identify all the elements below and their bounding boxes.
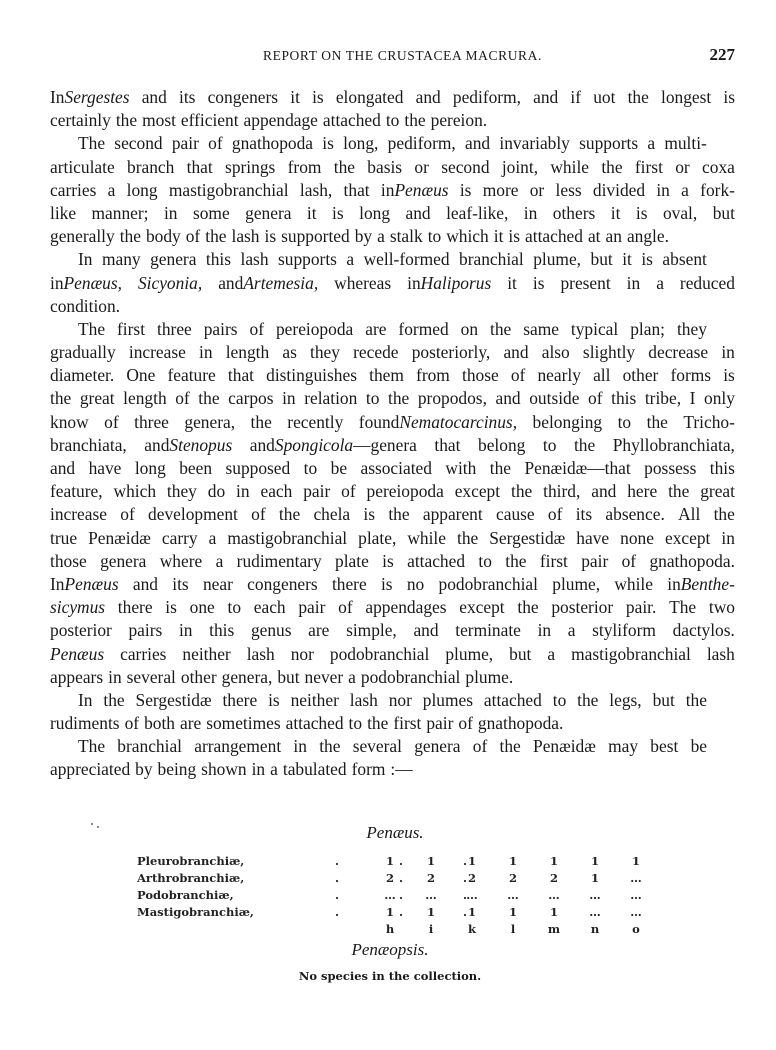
leader-dot: . — [335, 888, 340, 902]
leader-dot: . — [463, 871, 468, 885]
table-cell: … — [589, 905, 601, 919]
running-title: REPORT ON THE CRUSTACEA MACRURA. — [263, 48, 542, 63]
print-speck — [91, 823, 93, 825]
running-head — [50, 46, 735, 66]
table-cell: … — [589, 888, 601, 902]
column-letter: h — [385, 922, 395, 936]
table-cell: … — [466, 888, 478, 902]
table-title: Penæus. — [366, 823, 424, 842]
table-cell: 2 — [508, 871, 517, 885]
text-line: rudiments of both are sometimes attached to the first pair of gnathopoda. — [50, 713, 564, 734]
print-speck — [97, 826, 99, 828]
text-line: The second pair of gnathopoda is long, pediform, and invariably supports a multi- — [78, 133, 707, 154]
table-cell: 1 — [508, 905, 517, 919]
text-line: appreciated by being shown in a tabulated form :— — [50, 759, 413, 780]
text-line: gradually increase in length as they recede posteriorly, and also slightly decrease in — [50, 342, 735, 363]
page-number: 227 — [709, 45, 735, 64]
leader-dot: . — [463, 854, 468, 868]
table-cell: 1 — [426, 854, 435, 868]
leader-dot: . — [463, 905, 468, 919]
text-line: The first three pairs of pereiopoda are formed on the same typical plan; they — [78, 318, 707, 339]
table-row — [137, 887, 657, 904]
table-cell: 1 — [385, 854, 394, 868]
text-line: the great length of the carpos in relation to the propodos, and outside of this tribe, I only — [50, 388, 735, 409]
text-line: know of three genera, the recently foundNematocarcinus, belonging to the Tricho- — [50, 411, 735, 432]
text-line: Penæus carries neither lash nor podobranchial plume, but a mastigobranchial lash — [50, 643, 735, 664]
text-line: branchiata, andStenopus andSpongicola—genera that belong to the Phyllobranchiata, — [50, 434, 735, 455]
table-cell: … — [630, 888, 642, 902]
branchial-table — [137, 853, 657, 938]
column-letter: l — [510, 922, 516, 936]
table-row — [137, 853, 657, 870]
text-line: diameter. One feature that distinguishes them from those of nearly all other forms is — [50, 365, 735, 386]
table-cell: 2 — [426, 871, 435, 885]
text-line: appears in several other genera, but never a podobranchial plume. — [50, 666, 514, 687]
text-line: true Penæidæ carry a mastigobranchial plate, while the Sergestidæ have none except in — [50, 527, 735, 548]
paragraph — [50, 132, 735, 248]
column-letter: o — [632, 922, 640, 936]
text-line: The branchial arrangement in the several genera of the Penæidæ may best be — [78, 736, 707, 757]
text-line: condition. — [50, 295, 121, 316]
row-label: Pleurobranchiæ, — [137, 854, 245, 868]
paragraph — [50, 318, 735, 689]
text-line: In many genera this lash supports a well-formed branchial plume, but it is absent — [78, 249, 707, 270]
table-cell: 1 — [467, 905, 476, 919]
column-letter: k — [468, 922, 476, 936]
paragraph — [50, 86, 735, 132]
leader-dot: . — [399, 905, 404, 919]
table-cell: … — [507, 888, 519, 902]
text-line: InPenæus and its near congeners there is no podobranchial plume, while inBenthe- — [50, 573, 735, 594]
column-letter: i — [428, 922, 434, 936]
text-line: carries a long mastigobranchial lash, that inPenæus is more or less divided in a fork- — [50, 179, 735, 200]
table-cell: 1 — [590, 854, 599, 868]
text-line: generally the body of the lash is supported by a stalk to which it is attached at an angle. — [50, 226, 669, 247]
text-line: like manner; in some genera it is long and leaf-like, in others it is oval, but — [50, 202, 735, 223]
text-line: InSergestes and its congeners it is elongated and pediform, and if uot the longest is — [50, 87, 735, 107]
row-label: Podobranchiæ, — [137, 888, 234, 902]
paragraph — [50, 689, 735, 735]
text-line: sicymus there is one to each pair of appendages except the posterior pair. The two — [50, 597, 735, 618]
leader-dot: . — [335, 854, 340, 868]
paragraph — [50, 735, 735, 781]
column-letters-row — [137, 921, 657, 938]
column-letter: m — [547, 922, 561, 936]
row-label: Mastigobranchiæ, — [137, 905, 254, 919]
table-cell: 2 — [467, 871, 476, 885]
leader-dot: . — [335, 871, 340, 885]
leader-dot: . — [463, 888, 468, 902]
leader-dot: . — [399, 854, 404, 868]
text-line: inPenæus, Sicyonia, andArtemesia, whereas inHaliporus it is present in a reduced — [50, 272, 735, 293]
table-cell: … — [425, 888, 437, 902]
table-cell: … — [384, 888, 396, 902]
table-cell: 1 — [426, 905, 435, 919]
table-cell: 1 — [549, 905, 558, 919]
text-line: articulate branch that springs from the basis or second joint, while the first or coxa — [50, 156, 735, 177]
paragraph — [50, 248, 735, 318]
section-note: No species in the collection. — [298, 969, 482, 983]
row-label: Arthrobranchiæ, — [137, 871, 245, 885]
text-line: In the Sergestidæ there is neither lash nor plumes attached to the legs, but the — [78, 689, 707, 710]
table-cell: 1 — [385, 905, 394, 919]
text-line: posterior pairs in this genus are simple, and terminate in a styliform dactylos. — [50, 620, 735, 641]
text-line: increase of development of the chela is the apparent cause of its absence. All the — [50, 504, 735, 525]
text-line: those genera where a rudimentary plate is attached to the first pair of gnathopoda. — [50, 550, 735, 571]
table-cell: 1 — [631, 854, 640, 868]
table-cell: 1 — [508, 854, 517, 868]
text-line: feature, which they do in each pair of pereiopoda except the third, and here the great — [50, 481, 735, 502]
table-row — [137, 904, 657, 921]
leader-dot: . — [399, 888, 404, 902]
column-letter: n — [590, 922, 600, 936]
text-line: and have long been supposed to be associated with the Penæidæ—that possess this — [50, 458, 735, 478]
table-cell: 1 — [467, 854, 476, 868]
table-cell: 1 — [549, 854, 558, 868]
table-cell: … — [630, 871, 642, 885]
table-cell: … — [630, 905, 642, 919]
body-text — [50, 86, 735, 782]
text-line: certainly the most efficient appendage attached to the pereion. — [50, 110, 488, 131]
table-row — [137, 870, 657, 887]
table-cell: … — [548, 888, 560, 902]
table-cell: 1 — [590, 871, 599, 885]
table-cell: 2 — [385, 871, 394, 885]
section-heading: Penæopsis. — [351, 940, 429, 959]
table-cell: 2 — [549, 871, 558, 885]
leader-dot: . — [335, 905, 340, 919]
leader-dot: . — [399, 871, 404, 885]
